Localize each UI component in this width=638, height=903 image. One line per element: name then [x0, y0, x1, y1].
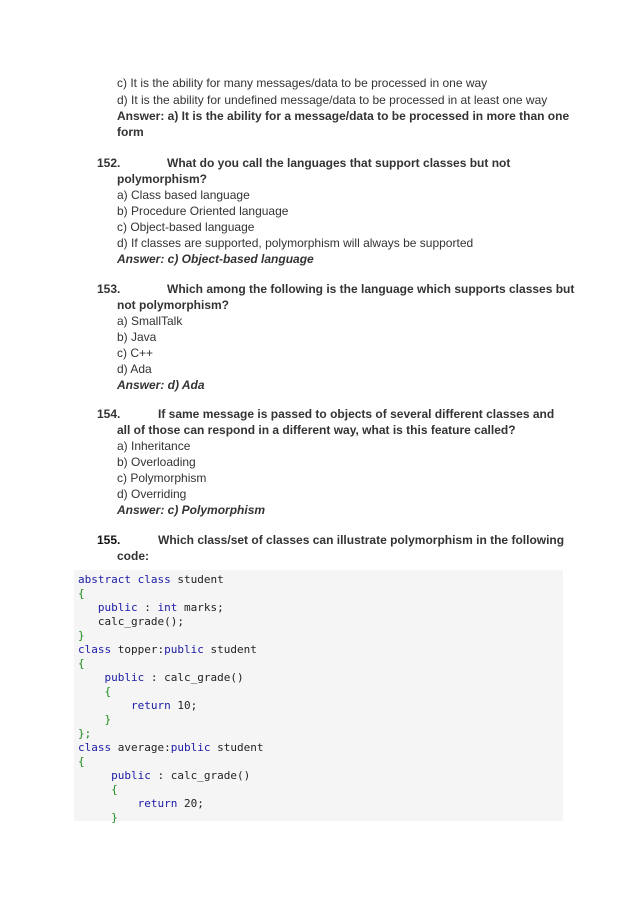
code-line	[78, 769, 250, 783]
question-text: If same message is passed to objects of several different classes and	[158, 407, 555, 421]
code-line	[78, 727, 91, 741]
code-keyword: class	[78, 741, 112, 754]
prev-option-d: d) It is the ability for undefined message/data to be processed in at least one way	[117, 93, 548, 107]
code-text: student	[203, 643, 257, 656]
code-text: 10;	[170, 699, 198, 712]
option-a: a) Class based language	[117, 188, 250, 202]
question-number: 154.	[97, 407, 121, 421]
question-text-cont: not polymorphism?	[117, 298, 229, 312]
code-brace: }	[111, 811, 118, 824]
option-c: c) C++	[117, 346, 154, 360]
code-text: student	[170, 573, 224, 586]
code-line	[78, 811, 118, 825]
code-brace: }	[78, 629, 85, 642]
question-text: Which class/set of classes can illustrate polymorphism in the following	[158, 533, 565, 547]
code-line	[78, 629, 85, 643]
option-d: d) Overriding	[117, 487, 187, 501]
question-text-cont: all of those can respond in a different way, what is this feature called?	[117, 423, 516, 437]
question-number: 155.	[97, 533, 121, 547]
code-text: marks;	[177, 601, 224, 614]
code-keyword: return	[137, 797, 178, 810]
code-text: calc_grade();	[97, 615, 184, 628]
code-line	[78, 671, 244, 685]
answer: Answer: c) Polymorphism	[117, 503, 266, 517]
code-brace: };	[78, 727, 92, 740]
code-brace: {	[78, 755, 85, 768]
code-line	[78, 713, 111, 727]
question-text: What do you call the languages that support classes but not	[167, 156, 511, 170]
code-keyword: public	[170, 741, 211, 754]
option-b: b) Overloading	[117, 455, 196, 469]
option-b: b) Procedure Oriented language	[117, 204, 289, 218]
prev-answer-line1: Answer: a) It is the ability for a message/data to be processed in more than one	[117, 109, 570, 123]
question-text-cont: code:	[117, 549, 150, 563]
code-keyword: return	[130, 699, 171, 712]
option-c: c) Object-based language	[117, 220, 255, 234]
prev-answer-line2: form	[117, 125, 144, 139]
code-line	[78, 573, 224, 587]
code-keyword: public	[104, 671, 145, 684]
code-keyword: abstract class	[78, 573, 171, 586]
code-line	[78, 643, 257, 657]
option-d: d) If classes are supported, polymorphism will always be supported	[117, 236, 474, 250]
code-line	[78, 685, 111, 699]
code-text: : calc_grade()	[144, 671, 244, 684]
prev-option-c: c) It is the ability for many messages/data to be processed in one way	[117, 76, 488, 90]
code-brace: {	[111, 783, 118, 796]
option-d: d) Ada	[117, 362, 152, 376]
code-line	[78, 657, 85, 671]
code-line	[78, 587, 85, 601]
code-brace: {	[104, 685, 112, 698]
code-line	[78, 699, 197, 713]
option-c: c) Polymorphism	[117, 471, 207, 485]
code-keyword: public	[111, 769, 151, 782]
code-line	[78, 783, 118, 797]
code-text: :	[137, 601, 158, 614]
code-text: : calc_grade()	[150, 769, 251, 782]
code-brace: }	[104, 713, 112, 726]
option-a: a) SmallTalk	[117, 314, 183, 328]
code-text: student	[210, 741, 264, 754]
code-line	[78, 797, 204, 811]
code-line	[78, 615, 184, 629]
code-text: 20;	[177, 797, 204, 810]
option-b: b) Java	[117, 330, 157, 344]
code-keyword: class	[78, 643, 112, 656]
code-line	[78, 601, 224, 615]
code-text: average:	[111, 741, 171, 754]
answer: Answer: d) Ada	[117, 378, 205, 392]
code-line	[78, 755, 85, 769]
code-brace: {	[78, 657, 85, 670]
answer: Answer: c) Object-based language	[117, 252, 314, 266]
code-brace: {	[78, 587, 85, 600]
question-text-cont: polymorphism?	[117, 172, 208, 186]
question-number: 153.	[97, 282, 121, 296]
code-keyword: public	[97, 601, 138, 614]
option-a: a) Inheritance	[117, 439, 191, 453]
question-text: Which among the following is the language which supports classes but	[167, 282, 575, 296]
code-keyword: int	[157, 601, 178, 614]
question-number: 152.	[97, 156, 121, 170]
code-keyword: public	[164, 643, 204, 656]
code-line	[78, 741, 263, 755]
code-text: topper:	[111, 643, 165, 656]
